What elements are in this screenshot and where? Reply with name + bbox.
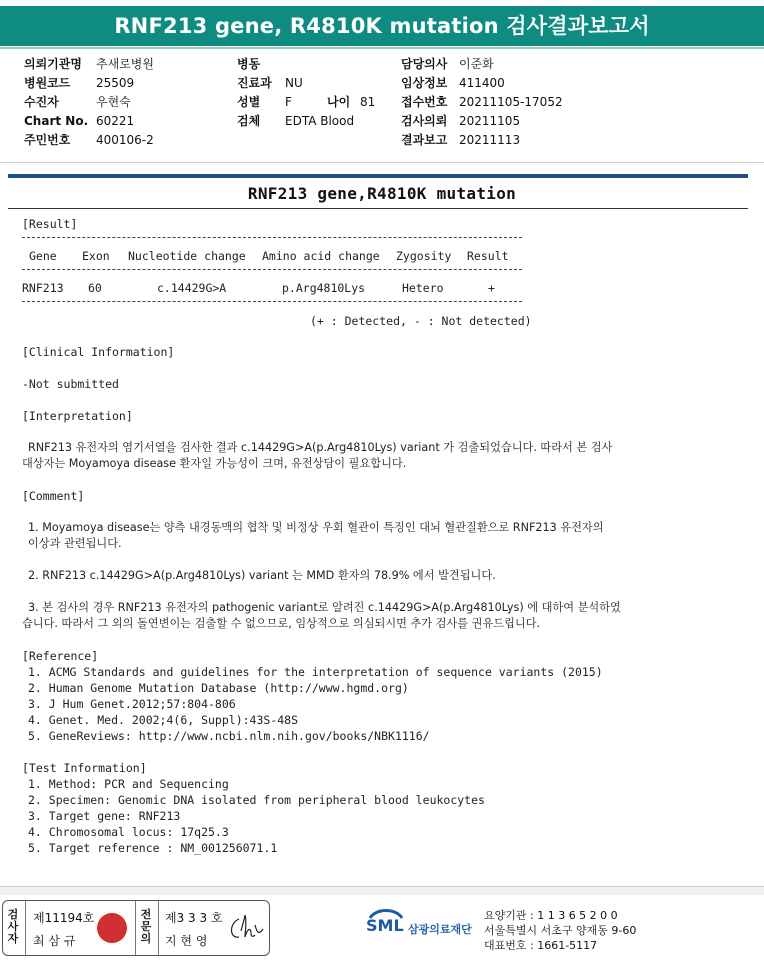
info-label: 성별 [237, 95, 261, 109]
lab-phone: 대표번호 : 1661-5117 [484, 939, 598, 952]
lab-address: 서울특별시 서초구 양재동 9-60 [484, 924, 637, 937]
cell-amino-acid: p.Arg4810Lys [282, 281, 366, 295]
info-label: 병원코드 [24, 76, 71, 90]
interpretation-line-1: RNF213 유전자의 염기서열을 검사한 결과 c.14429G>A(p.Arg4810Lys) variant 가 검출되었습니다. 따라서 본 검사 [28, 441, 613, 454]
test-info-item: 1. Method: PCR and Sequencing [28, 777, 229, 791]
col-header-zygosity: Zygosity [396, 249, 452, 263]
table-rule-mid [22, 269, 522, 270]
test-info-item: 4. Chromosomal locus: 17q25.3 [28, 825, 229, 839]
col-header-gene: Gene [29, 249, 57, 263]
info-label: 결과보고 [401, 133, 448, 147]
info-value: 이준화 [459, 57, 494, 71]
comment-heading: [Comment] [22, 489, 85, 503]
info-row [24, 93, 154, 112]
info-row [24, 74, 154, 93]
col-header-exon: Exon [82, 249, 110, 263]
logo-text: SML [366, 916, 404, 935]
info-row [237, 93, 375, 112]
table-rule-top [22, 237, 522, 238]
reference-item: 3. J Hum Genet.2012;57:804-806 [28, 697, 236, 711]
age-value: 81 [360, 95, 376, 109]
info-label: Chart No. [24, 114, 89, 128]
info-row [24, 131, 154, 150]
comment-1-line-2: 이상과 관련됩니다. [28, 537, 122, 550]
col-header-result: Result [467, 249, 509, 263]
info-row [24, 112, 154, 131]
info-label: 주민번호 [24, 133, 71, 147]
cell-gene: RNF213 [22, 281, 64, 295]
info-value: NU [285, 76, 303, 90]
examiner-label-text: 검 사 자 [7, 908, 19, 945]
report-title: RNF213 gene,R4810K mutation [247, 184, 517, 203]
box-divider [25, 901, 26, 955]
result-heading: [Result] [22, 217, 78, 231]
reference-item: 1. ACMG Standards and guidelines for the interpretation of sequence variants (2015) [28, 665, 603, 679]
footer-divider [0, 886, 764, 895]
info-divider [0, 162, 764, 163]
comment-3-line-1: 3. 본 검사의 경우 RNF213 유전자의 pathogenic variant로 알려진 c.14429G>A(p.Arg4810Lys) 에 대하여 분석하였 [28, 601, 621, 614]
info-label: 접수번호 [401, 95, 448, 109]
info-value: 20211105-17052 [459, 95, 563, 109]
info-value: F [285, 95, 292, 109]
comment-2: 2. RNF213 c.14429G>A(p.Arg4810Lys) variant 는 MMD 환자의 78.9% 에서 발견됩니다. [28, 569, 496, 582]
red-seal-stamp [97, 913, 127, 943]
signature-box [2, 900, 270, 956]
info-col-3 [401, 55, 563, 150]
reference-item: 2. Human Genome Mutation Database (http://www.hgmd.org) [28, 681, 409, 695]
info-row [237, 74, 375, 93]
info-value: 25509 [96, 76, 135, 90]
report-header-title: RNF213 gene, R4810K mutation 검사결과보고서 [0, 6, 764, 46]
info-row [237, 55, 375, 74]
specialist-label-text: 전 문 의 [140, 908, 152, 945]
cell-nucleotide: c.14429G>A [157, 281, 227, 295]
interpretation-heading: [Interpretation] [22, 409, 133, 423]
info-label: 의뢰기관명 [24, 57, 82, 71]
col-header-nucleotide: Nucleotide change [128, 249, 246, 263]
specialist-name: 지 현 영 [165, 934, 208, 948]
info-label: 임상정보 [401, 76, 448, 90]
lab-logo [366, 906, 472, 944]
info-value: 400106-2 [96, 133, 154, 147]
box-divider [135, 901, 136, 955]
header-divider [0, 47, 764, 49]
examiner-license: 제11194호 [33, 911, 95, 925]
cell-zygosity: Hetero [402, 281, 444, 295]
info-row [401, 131, 563, 150]
comment-1-line-1: 1. Moyamoya disease는 양측 내경동맥의 협착 및 비정상 우회 혈관이 특징인 대뇌 혈관질환으로 RNF213 유전자의 [28, 521, 604, 534]
info-row [401, 93, 563, 112]
cell-result: + [488, 281, 495, 295]
info-label: 진료과 [237, 76, 272, 90]
age-label: 나이 [327, 95, 351, 109]
info-label: 담당의사 [401, 57, 448, 71]
info-value: 우현숙 [96, 95, 131, 109]
clinical-heading: [Clinical Information] [22, 345, 175, 359]
reference-heading: [Reference] [22, 649, 99, 663]
handwritten-signature [225, 911, 265, 945]
reference-item: 5. GeneReviews: http://www.ncbi.nlm.nih.gov/books/NBK1116/ [28, 729, 430, 743]
cell-exon: 60 [88, 281, 102, 295]
interpretation-line-2: 대상자는 Moyamoya disease 환자일 가능성이 크며, 유전상담이 필요합니다. [22, 457, 407, 470]
specialist-label [140, 909, 152, 945]
examiner-name: 최 삼 규 [33, 934, 76, 948]
info-row [401, 74, 563, 93]
test-info-item: 2. Specimen: Genomic DNA isolated from peripheral blood leukocytes [28, 793, 485, 807]
info-label: 수진자 [24, 95, 59, 109]
info-row [401, 55, 563, 74]
report-title-underline [8, 208, 748, 209]
info-col-1 [24, 55, 154, 150]
info-row [401, 112, 563, 131]
info-value: 20211105 [459, 114, 521, 128]
comment-3-line-2: 습니다. 따라서 그 외의 돌연변이는 검출할 수 없으므로, 임상적으로 의심되시면 추가 검사를 권유드립니다. [22, 617, 541, 630]
examiner-label [7, 909, 19, 945]
lab-code: 요양기관 : 1 1 3 6 5 2 0 0 [484, 909, 618, 922]
col-header-amino-acid: Amino acid change [262, 249, 380, 263]
info-value: EDTA Blood [285, 114, 355, 128]
info-row [237, 112, 375, 131]
info-value: 411400 [459, 76, 505, 90]
info-col-2 [237, 55, 375, 131]
org-name: 삼광의료재단 [408, 923, 472, 936]
reference-item: 4. Genet. Med. 2002;4(6, Suppl):43S-48S [28, 713, 299, 727]
table-rule-bottom [22, 301, 522, 302]
info-value: 20211113 [459, 133, 521, 147]
test-info-item: 5. Target reference : NM_001256071.1 [28, 841, 278, 855]
info-label: 검체 [237, 114, 261, 128]
box-divider [158, 901, 159, 955]
test-info-heading: [Test Information] [22, 761, 147, 775]
info-row [24, 55, 154, 74]
result-legend: (+ : Detected, - : Not detected) [310, 314, 532, 328]
specialist-license: 제3 3 3 호 [165, 911, 223, 925]
info-label: 검사의뢰 [401, 114, 448, 128]
info-value: 60221 [96, 114, 135, 128]
test-info-item: 3. Target gene: RNF213 [28, 809, 181, 823]
info-value: 추새로병원 [96, 57, 154, 71]
clinical-text: -Not submitted [22, 377, 119, 391]
info-label: 병동 [237, 57, 261, 71]
report-top-bar [8, 174, 748, 178]
